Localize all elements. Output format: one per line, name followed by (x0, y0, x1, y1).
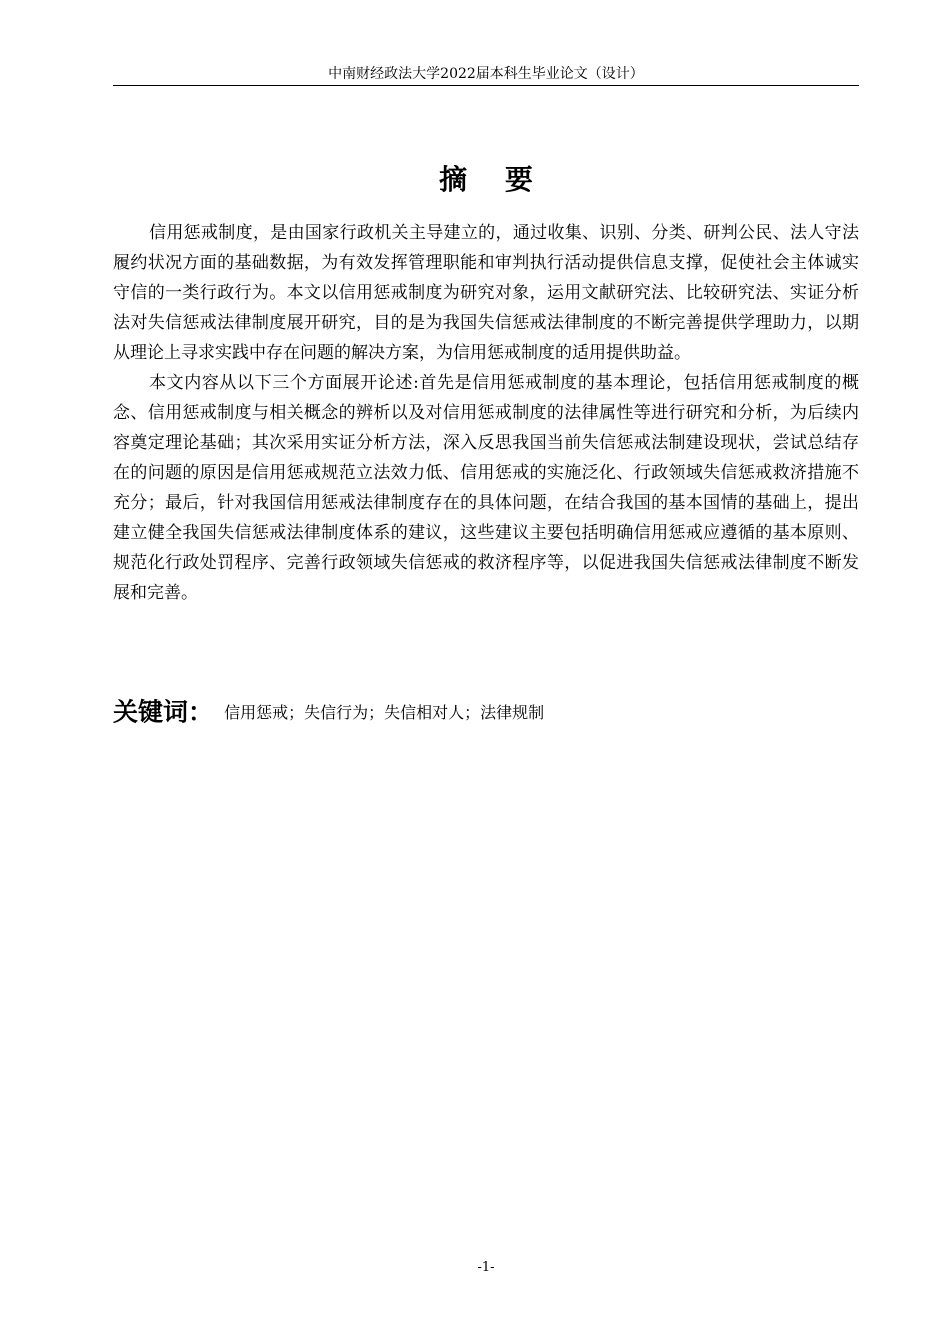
page-header: 中南财经政法大学2022届本科生毕业论文（设计） (328, 66, 644, 82)
abstract-paragraph-2: 本文内容从以下三个方面展开论述:首先是信用惩戒制度的基本理论，包括信用惩戒制度的概念、信用惩戒制度与相关概念的辨析以及对信用惩戒制度的法律属性等进行研究和分析，为后续内容奠定理论基础；其次采用实证分析方法，深入反思我国当前失信惩戒法制建设现状，尝试总结存在的问题的原因是信用惩戒规范立法效力低、信用惩戒的实施泛化、行政领域失信惩戒救济措施不充分；最后，针对我国信用惩戒法律制度存在的具体问题，在结合我国的基本国情的基础上，提出建立健全我国失信惩戒法律制度体系的建议，这些建议主要包括明确信用惩戒应遵循的基本原则、规范化行政处罚程序、完善行政领域失信惩戒的救济程序等，以促进我国失信惩戒法律制度不断发展和完善。 (113, 373, 859, 603)
abstract-body (113, 218, 859, 608)
abstract-paragraph-1: 信用惩戒制度，是由国家行政机关主导建立的，通过收集、识别、分类、研判公民、法人守法履约状况方面的基础数据，为有效发挥管理职能和审判执行活动提供信息支撑，促使社会主体诚实守信的一类行政行为。本文以信用惩戒制度为研究对象，运用文献研究法、比较研究法、实证分析法对失信惩戒法律制度展开研究，目的是为我国失信惩戒法律制度的不断完善提供学理助力，以期从理论上寻求实践中存在问题的解决方案，为信用惩戒制度的适用提供助益。 (113, 223, 859, 363)
abstract-title: 摘 要 (439, 163, 547, 196)
page-number: -1- (477, 1260, 495, 1275)
keywords-label: 关键词： (113, 697, 214, 727)
keywords-line (113, 692, 859, 733)
header-divider (113, 85, 859, 86)
keywords-values: 信用惩戒；失信行为；失信相对人；法律规制 (224, 702, 545, 722)
